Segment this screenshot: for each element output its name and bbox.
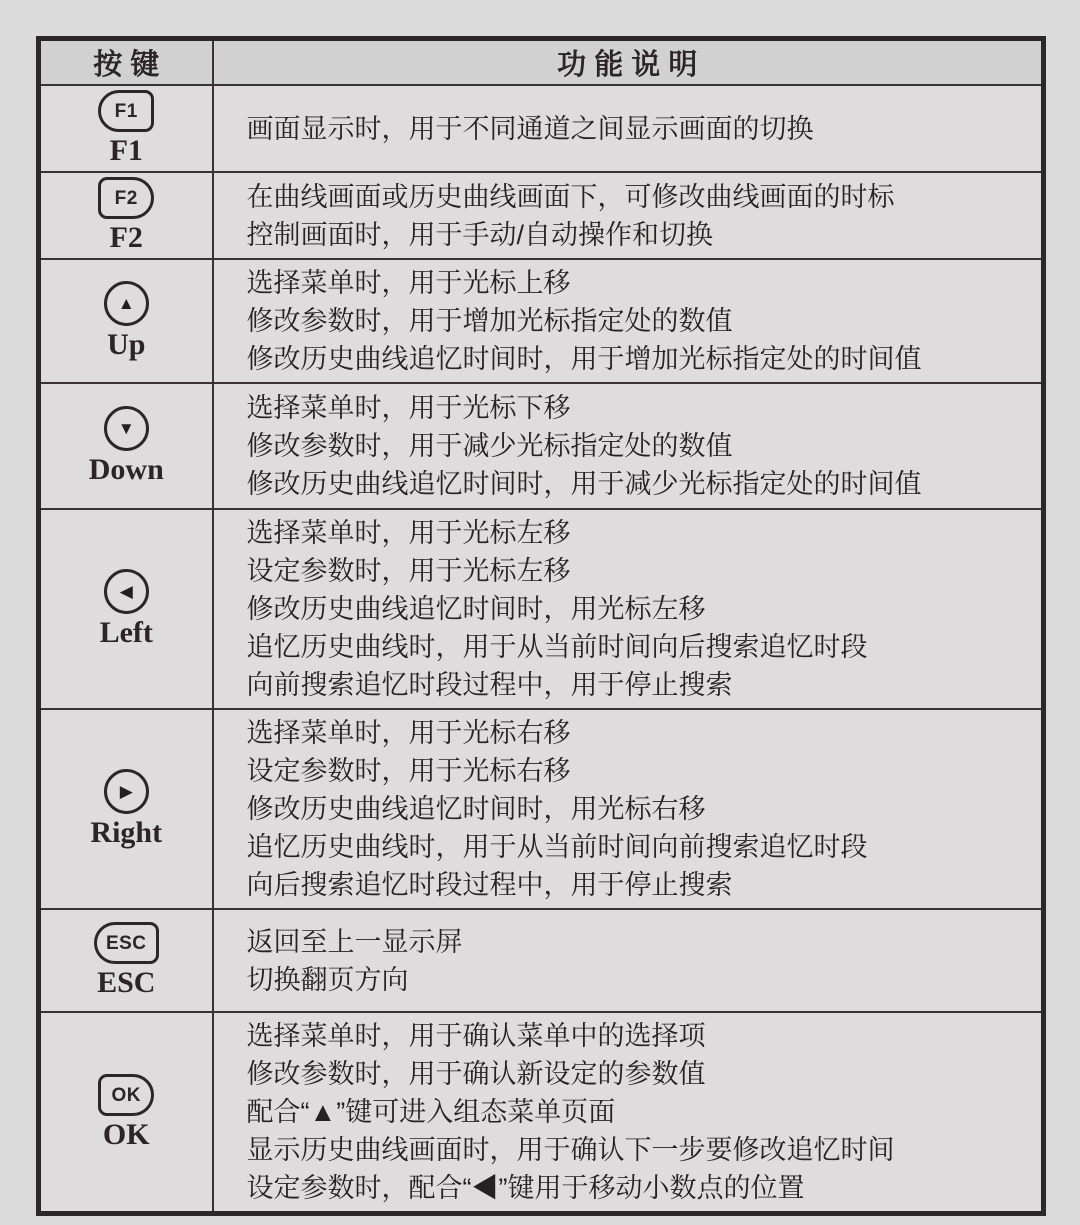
function-cell-esc — [213, 909, 1044, 1012]
key-label-right: Right — [90, 816, 163, 849]
header-key-column: 按 键 — [39, 39, 213, 86]
function-line: 返回至上一显示屏 — [246, 926, 463, 957]
function-line: 向前搜索追忆时段过程中，用于停止搜索 — [246, 670, 733, 700]
key-label-down: Down — [88, 453, 164, 486]
function-line: 在曲线画面或历史曲线画面下，可修改曲线画面的时标 — [246, 181, 895, 212]
function-line: 选择菜单时，用于确认菜单中的选择项 — [246, 1021, 706, 1051]
function-line: 选择菜单时，用于光标右移 — [246, 718, 571, 748]
esc-key-icon: ESC — [94, 922, 159, 964]
function-line: 画面显示时，用于不同通道之间显示画面的切换 — [246, 113, 814, 144]
function-cell-down — [213, 383, 1044, 509]
f1-key-icon: F1 — [98, 90, 154, 132]
key-cell-ok — [39, 1012, 213, 1214]
key-row-up — [39, 259, 1044, 383]
key-label-ok: OK — [102, 1117, 150, 1151]
function-cell-f1 — [213, 85, 1044, 172]
f2-key-icon: F2 — [98, 177, 154, 219]
function-cell-ok — [213, 1012, 1044, 1214]
function-line: 设定参数时，用于光标左移 — [246, 556, 571, 586]
function-line: 修改历史曲线追忆时间时，用于增加光标指定处的时间值 — [246, 344, 922, 374]
table-header-row — [39, 39, 1044, 86]
key-cell-right — [39, 709, 213, 909]
key-label-f1: F1 — [109, 134, 143, 167]
key-row-ok — [39, 1012, 1044, 1214]
function-cell-right — [213, 709, 1044, 909]
key-label-esc: ESC — [97, 966, 156, 999]
key-label-left: Left — [99, 616, 153, 649]
function-line: 选择菜单时，用于光标下移 — [246, 393, 571, 423]
key-cell-f1 — [39, 85, 213, 172]
function-cell-f2 — [213, 172, 1044, 259]
key-cell-left — [39, 509, 213, 709]
key-row-f2 — [39, 172, 1044, 259]
down-arrow-icon: ▼ — [104, 406, 149, 451]
function-line: 控制画面时，用于手动/自动操作和切换 — [246, 219, 714, 250]
key-cell-down — [39, 383, 213, 509]
function-line: 修改历史曲线追忆时间时，用光标左移 — [246, 594, 706, 624]
function-line: 选择菜单时，用于光标左移 — [246, 518, 571, 548]
key-cell-esc — [39, 909, 213, 1012]
function-line: 显示历史曲线画面时，用于确认下一步要修改追忆时间 — [246, 1135, 895, 1165]
key-label-f2: F2 — [109, 221, 143, 254]
function-line: 修改历史曲线追忆时间时，用光标右移 — [246, 794, 706, 824]
ok-key-icon: OK — [98, 1074, 154, 1116]
key-cell-f2 — [39, 172, 213, 259]
function-line: 修改参数时，用于确认新设定的参数值 — [246, 1059, 706, 1089]
key-row-esc — [39, 909, 1044, 1012]
key-row-f1 — [39, 85, 1044, 172]
function-line: 修改参数时，用于增加光标指定处的数值 — [246, 306, 733, 336]
function-line: 设定参数时，用于光标右移 — [246, 756, 571, 786]
key-cell-up — [39, 259, 213, 383]
function-cell-up — [213, 259, 1044, 383]
key-function-table — [36, 36, 1046, 1216]
right-arrow-icon: ▶ — [104, 769, 149, 814]
key-row-left — [39, 509, 1044, 709]
function-line: 向后搜索追忆时段过程中，用于停止搜索 — [246, 870, 733, 900]
key-row-right — [39, 709, 1044, 909]
header-function-column: 功 能 说 明 — [213, 39, 1044, 86]
function-line: 配合“▲”键可进入组态菜单页面 — [246, 1097, 616, 1127]
key-label-up: Up — [107, 328, 146, 361]
up-arrow-icon: ▲ — [104, 281, 149, 326]
function-line: 选择菜单时，用于光标上移 — [246, 268, 571, 298]
key-row-down — [39, 383, 1044, 509]
function-line: 追忆历史曲线时，用于从当前时间向前搜索追忆时段 — [246, 832, 868, 862]
left-arrow-icon: ◀ — [104, 569, 149, 614]
function-line: 修改历史曲线追忆时间时，用于减少光标指定处的时间值 — [246, 469, 922, 499]
function-line: 修改参数时，用于减少光标指定处的数值 — [246, 431, 733, 461]
function-line: 切换翻页方向 — [246, 964, 409, 995]
function-line: 设定参数时，配合“◀”键用于移动小数点的位置 — [246, 1173, 805, 1203]
function-cell-left — [213, 509, 1044, 709]
function-line: 追忆历史曲线时，用于从当前时间向后搜索追忆时段 — [246, 632, 868, 662]
